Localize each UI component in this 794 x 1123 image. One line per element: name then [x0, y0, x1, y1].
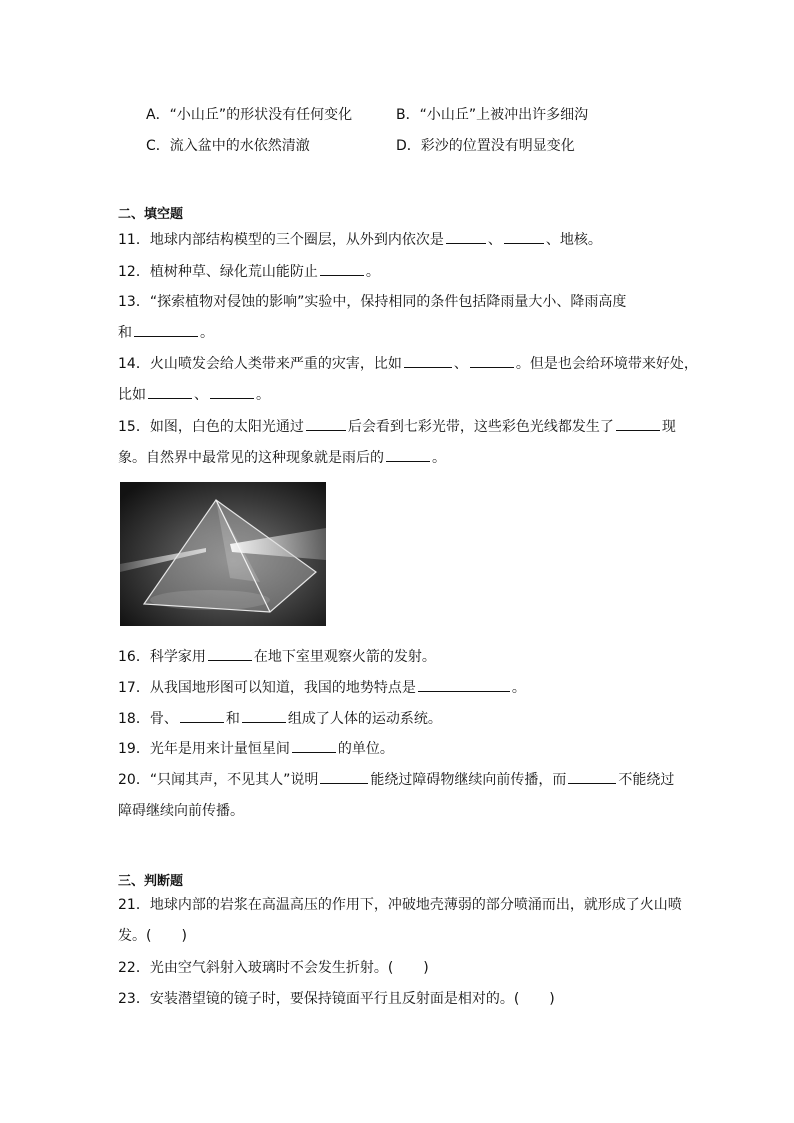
answer-blank	[180, 708, 224, 723]
answer-blank	[320, 261, 364, 276]
q14-text: 。但是也会给环境带来好处，	[515, 356, 698, 372]
answer-blank	[320, 769, 368, 784]
q14-text: 14．火山喷发会给人类带来严重的灾害，比如	[118, 356, 402, 372]
q13-text: 和	[118, 325, 132, 341]
q17-text: 。	[511, 680, 526, 696]
q15-text: 象。自然界中最常见的这种现象就是雨后的	[118, 450, 384, 466]
q19-text: 的单位。	[337, 741, 394, 757]
q16-text: 16．科学家用	[118, 649, 206, 665]
question-19	[118, 738, 394, 758]
prism-photo	[120, 482, 326, 626]
answer-blank	[386, 447, 430, 462]
q11-text: 11．地球内部结构模型的三个圈层，从外到内依次是	[118, 232, 444, 248]
answer-blank	[418, 677, 510, 692]
answer-blank	[568, 769, 616, 784]
question-21-line-1: 21．地球内部的岩浆在高温高压的作用下，冲破地壳薄弱的部分喷涌而出，就形成了火山喷	[118, 897, 682, 913]
answer-blank	[446, 229, 486, 244]
question-15-line-1	[118, 416, 676, 436]
question-13-line-1: 13．“探索植物对侵蚀的影响”实验中，保持相同的条件包括降雨量大小、降雨高度	[118, 294, 627, 310]
q14-text: 比如	[118, 387, 146, 403]
answer-blank	[292, 738, 336, 753]
section-title-true-false: 三、判断题	[118, 874, 184, 889]
answer-blank	[504, 229, 544, 244]
section-title-fill-in: 二、填空题	[118, 207, 184, 222]
question-12	[118, 261, 380, 281]
answer-blank	[470, 353, 514, 368]
answer-blank	[210, 384, 254, 399]
q13-text: 。	[200, 325, 214, 341]
question-23	[118, 988, 555, 1008]
question-16	[118, 646, 436, 666]
question-13-line-2	[118, 322, 214, 342]
question-21-line-2	[118, 925, 187, 945]
question-17	[118, 677, 526, 697]
answer-blank	[148, 384, 192, 399]
q18-text: 和	[225, 711, 240, 727]
question-14-line-1	[118, 353, 698, 373]
q22-text: )	[423, 960, 429, 976]
q21-text: )	[181, 928, 187, 944]
question-15-line-2	[118, 447, 446, 467]
question-14-line-2	[118, 384, 270, 404]
question-11	[118, 229, 602, 249]
question-20-line-1	[118, 769, 674, 789]
q17-text: 17．从我国地形图可以知道，我国的地势特点是	[118, 680, 416, 696]
option-c: C．流入盆中的水依然清澈	[146, 138, 310, 154]
answer-blank	[242, 708, 286, 723]
q23-text: 23．安装潜望镜的镜子时，要保持镜面平行且反射面是相对的。(	[118, 991, 520, 1007]
q12-text: 12．植树种草、绿化荒山能防止	[118, 264, 318, 280]
question-20-line-2: 障碍继续向前传播。	[118, 803, 244, 819]
q18-text: 18．骨、	[118, 711, 178, 727]
answer-blank	[404, 353, 452, 368]
q18-text: 组成了人体的运动系统。	[287, 711, 442, 727]
q15-text: 15．如图，白色的太阳光通过	[118, 419, 304, 435]
q20-text: 不能绕过	[618, 772, 675, 788]
option-d: D．彩沙的位置没有明显变化	[396, 138, 575, 154]
question-18	[118, 708, 442, 728]
q11-text: 、地核。	[545, 232, 602, 248]
q23-text: )	[549, 991, 555, 1007]
answer-blank	[134, 322, 198, 337]
q15-text: 后会看到七彩光带，这些彩色光线都发生了	[347, 419, 614, 435]
q14-text: 、	[194, 387, 208, 403]
q12-text: 。	[365, 264, 380, 280]
option-b: B．“小山丘”上被冲出许多细沟	[396, 107, 589, 123]
q20-text: 能绕过障碍物继续向前传播，而	[370, 772, 567, 788]
q22-text: 22．光由空气斜射入玻璃时不会发生折射。(	[118, 960, 394, 976]
q15-text: 。	[432, 450, 446, 466]
q20-text: 20．“只闻其声，不见其人”说明	[118, 772, 319, 788]
answer-blank	[306, 416, 346, 431]
answer-blank	[208, 646, 252, 661]
answer-blank	[616, 416, 660, 431]
q14-text: 。	[256, 387, 270, 403]
question-22	[118, 957, 429, 977]
q15-text: 现	[661, 419, 676, 435]
option-a: A．“小山丘”的形状没有任何变化	[146, 107, 353, 123]
q21-text: 发。(	[118, 928, 152, 944]
q16-text: 在地下室里观察火箭的发射。	[253, 649, 436, 665]
q11-text: 、	[487, 232, 502, 248]
q14-text: 、	[453, 356, 468, 372]
q19-text: 19．光年是用来计量恒星间	[118, 741, 290, 757]
